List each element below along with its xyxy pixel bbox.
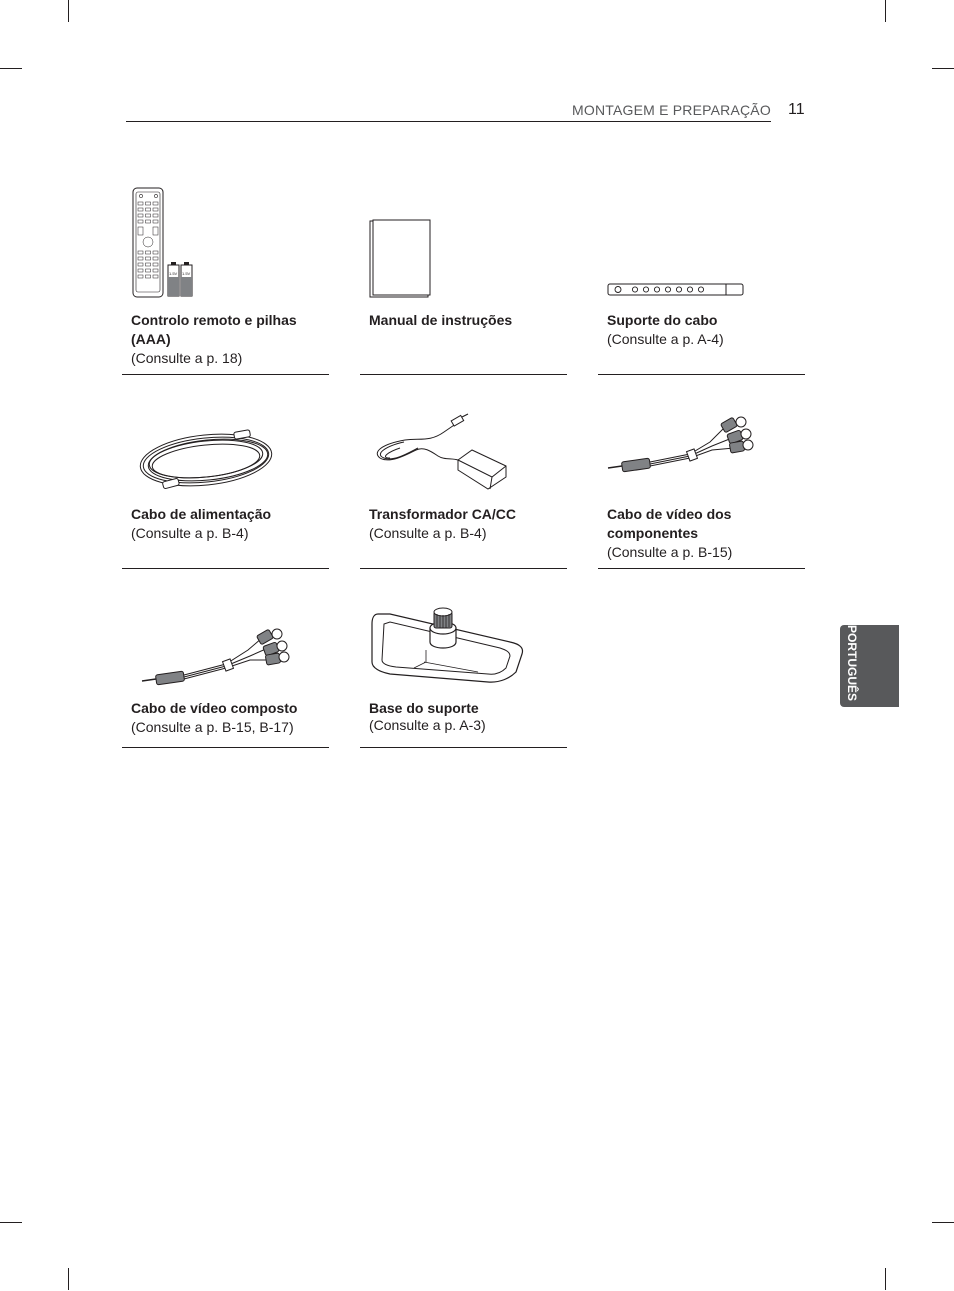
item-name: Transformador CA/CC (369, 506, 517, 522)
crop-mark (932, 1222, 954, 1223)
header-divider (126, 121, 771, 122)
remote-control-icon (122, 180, 329, 305)
crop-mark (0, 1222, 22, 1223)
stand-base-icon (360, 568, 567, 693)
item-name: Cabo de vídeo dos (607, 506, 732, 522)
crop-mark (932, 68, 954, 69)
item-name-cont: componentes (607, 525, 699, 541)
item-reference: (Consulte a p. 18) (131, 350, 243, 366)
item-name: Base do suporte (369, 700, 479, 716)
crop-mark (885, 0, 886, 22)
item-name-cont: (AAA) (131, 331, 171, 347)
caption (131, 699, 326, 737)
item-name: Cabo de vídeo composto (131, 700, 298, 716)
manual-icon (360, 180, 567, 305)
item-name: Manual de instruções (369, 312, 513, 328)
power-cord-icon (122, 374, 329, 499)
item-component-cable (598, 374, 805, 569)
item-manual (360, 180, 567, 375)
item-ac-adapter (360, 374, 567, 569)
battery-icon (168, 262, 192, 296)
caption (607, 311, 802, 349)
composite-cable-icon (122, 568, 329, 693)
language-tab-label: PORTUGUÊS (845, 625, 859, 702)
crop-mark (885, 1268, 886, 1290)
item-cable-holder (598, 180, 805, 375)
item-stand-base (360, 568, 567, 748)
caption (131, 505, 326, 543)
item-power-cord (122, 374, 329, 569)
page-number: 11 (788, 101, 805, 118)
caption (369, 311, 564, 330)
section-title: MONTAGEM E PREPARAÇÃO (572, 102, 771, 118)
component-cable-icon (598, 374, 805, 499)
item-reference: (Consulte a p. A-3) (369, 717, 486, 733)
item-remote-control (122, 180, 329, 375)
caption (369, 505, 564, 543)
item-name: Suporte do cabo (607, 312, 718, 328)
item-reference: (Consulte a p. A-4) (607, 331, 724, 347)
item-reference: (Consulte a p. B-15, B-17) (131, 719, 294, 735)
item-reference: (Consulte a p. B-4) (131, 525, 249, 541)
item-reference: (Consulte a p. B-15) (607, 544, 733, 560)
language-tab (840, 625, 899, 707)
item-composite-cable (122, 568, 329, 748)
crop-mark (68, 1268, 69, 1290)
caption (131, 311, 326, 368)
item-reference: (Consulte a p. B-4) (369, 525, 487, 541)
ac-adapter-icon (360, 374, 567, 499)
svg-text:1.5V: 1.5V (169, 271, 178, 276)
item-name: Controlo remoto e pilhas (131, 312, 297, 328)
crop-mark (0, 68, 22, 69)
caption (369, 699, 564, 735)
svg-text:1.5V: 1.5V (182, 271, 191, 276)
item-name: Cabo de alimentação (131, 506, 272, 522)
caption (607, 505, 802, 562)
crop-mark (68, 0, 69, 22)
cable-holder-icon (598, 180, 805, 305)
